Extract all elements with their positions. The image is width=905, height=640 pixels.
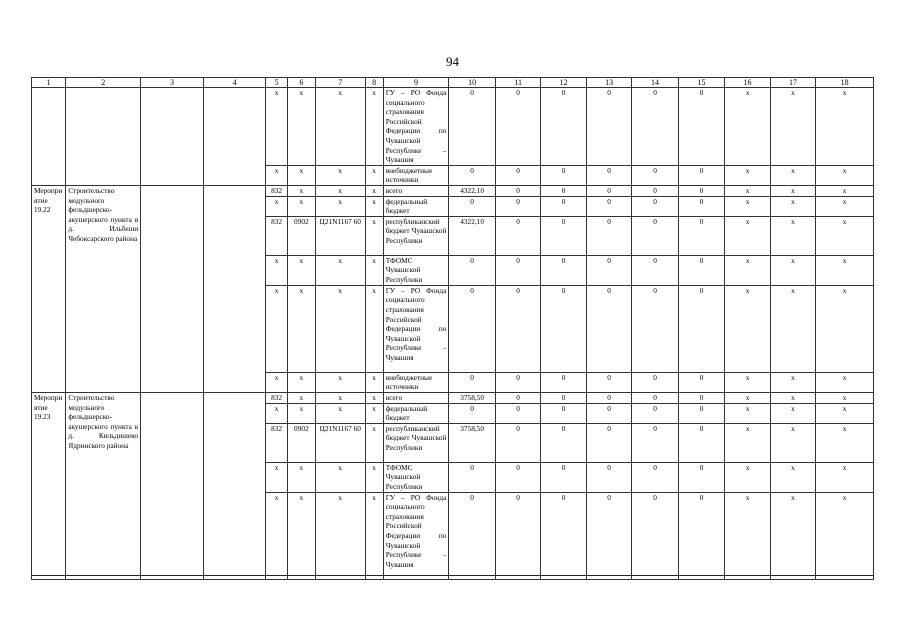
- column-header-6: 6: [287, 78, 315, 88]
- cell-col11: 0: [495, 403, 540, 423]
- cell-col17: x: [770, 392, 815, 403]
- cell-col12: 0: [541, 372, 586, 392]
- cell-col8: x: [365, 392, 383, 403]
- cell-col14: 0: [632, 216, 678, 255]
- cell-c6: x: [287, 88, 315, 166]
- cell-col12: 0: [541, 185, 586, 196]
- cell-col14: 0: [632, 165, 678, 185]
- cell-col18: x: [816, 462, 874, 492]
- cell-col6: x: [287, 285, 315, 372]
- cell-source: внебюджетные источники: [383, 372, 449, 392]
- cell-col12: 0: [541, 255, 586, 285]
- cell-col6: x: [287, 492, 315, 579]
- cell-col8: x: [365, 462, 383, 492]
- cell-col16: x: [725, 285, 770, 372]
- cell-col18: x: [816, 392, 874, 403]
- cell-col11: 0: [495, 196, 540, 216]
- cell-col16: x: [725, 185, 770, 196]
- cell-col6: x: [287, 462, 315, 492]
- column-header-15: 15: [678, 78, 724, 88]
- cell-col11: 0: [495, 255, 540, 285]
- cell-col8: x: [365, 196, 383, 216]
- column-header-16: 16: [725, 78, 770, 88]
- cell-col12: 0: [541, 196, 586, 216]
- cell-source: ГУ – РО Фонда социального страхования Российской Федерации по Чувашской Республике – Чувашия: [383, 492, 449, 579]
- column-header-2: 2: [66, 78, 141, 88]
- cell-col6: x: [287, 372, 315, 392]
- cell-col13: 0: [586, 255, 631, 285]
- column-header-4: 4: [203, 78, 266, 88]
- cell-col6: x: [287, 185, 315, 196]
- cell-col18: x: [816, 372, 874, 392]
- cell-c6: x: [287, 165, 315, 185]
- cell-col12: 0: [541, 423, 586, 462]
- cell-col11: 0: [495, 462, 540, 492]
- cell-col10: 3758,50: [449, 392, 495, 403]
- cell-col17: x: [770, 88, 815, 166]
- cell-col14: 0: [632, 492, 678, 579]
- cell-col14: 0: [632, 392, 678, 403]
- cell-col13: 0: [586, 403, 631, 423]
- cell-col8: x: [365, 403, 383, 423]
- cell-col5: 832: [266, 423, 287, 462]
- cell-col11: 0: [495, 165, 540, 185]
- cell-col7: x: [315, 392, 365, 403]
- cell-c7: x: [315, 165, 365, 185]
- cell-col18: x: [816, 403, 874, 423]
- activity-name: Строительство модульного фельдшерско-акушерского пункта в д. Кильдишево Ядринского района: [66, 392, 141, 579]
- cell-col15: 0: [678, 196, 724, 216]
- cell-col10: 0: [449, 255, 495, 285]
- cell-col5: 832: [266, 185, 287, 196]
- cell-c8: x: [365, 88, 383, 166]
- cell-col10: 0: [449, 372, 495, 392]
- column-header-14: 14: [632, 78, 678, 88]
- activity-number: Мероприятие 19.22: [32, 185, 66, 392]
- cell-col14: 0: [632, 462, 678, 492]
- cell-col7: Ц21N1167 60: [315, 216, 365, 255]
- column-header-12: 12: [541, 78, 586, 88]
- cell-col5: 832: [266, 392, 287, 403]
- cell-col10: 0: [449, 492, 495, 579]
- cell-col4-continued: [203, 88, 266, 186]
- cell-col10: 4322,10: [449, 216, 495, 255]
- cell-col14: 0: [632, 88, 678, 166]
- cell-col13: 0: [586, 285, 631, 372]
- cell-col5: x: [266, 462, 287, 492]
- cell-col13: 0: [586, 185, 631, 196]
- cell-col17: x: [770, 165, 815, 185]
- column-header-10: 10: [449, 78, 495, 88]
- cell-col7: x: [315, 185, 365, 196]
- cell-col5: x: [266, 285, 287, 372]
- cell-col16: x: [725, 255, 770, 285]
- cell-col15: 0: [678, 255, 724, 285]
- cell-col13: 0: [586, 423, 631, 462]
- cell-source: внебюджетные источники: [383, 165, 449, 185]
- cell-col4: [203, 392, 266, 579]
- cell-col15: 0: [678, 216, 724, 255]
- cell-col15: 0: [678, 285, 724, 372]
- column-header-17: 17: [770, 78, 815, 88]
- column-header-13: 13: [586, 78, 631, 88]
- cell-col12: 0: [541, 392, 586, 403]
- table-row: [32, 185, 874, 196]
- cell-col13: 0: [586, 392, 631, 403]
- cell-col17: x: [770, 255, 815, 285]
- column-header-1: 1: [32, 78, 66, 88]
- cell-source: федеральный бюджет: [383, 403, 449, 423]
- cell-col14: 0: [632, 403, 678, 423]
- cell-col10: 0: [449, 285, 495, 372]
- table-row: [32, 392, 874, 403]
- cell-col13: 0: [586, 88, 631, 166]
- header-row: [32, 78, 874, 88]
- cell-col7: x: [315, 196, 365, 216]
- cell-col12: 0: [541, 403, 586, 423]
- cell-col3: [141, 392, 204, 579]
- cell-col6: x: [287, 255, 315, 285]
- cell-col8: x: [365, 372, 383, 392]
- column-header-18: 18: [816, 78, 874, 88]
- cell-col18: x: [816, 255, 874, 285]
- cell-col5: 832: [266, 216, 287, 255]
- cell-col6: 0902: [287, 216, 315, 255]
- cell-col8: x: [365, 492, 383, 579]
- cell-col3: [141, 185, 204, 392]
- cell-col5: x: [266, 492, 287, 579]
- table-bottom-rule: [31, 575, 874, 576]
- cell-col14: 0: [632, 185, 678, 196]
- cell-col5: x: [266, 372, 287, 392]
- cell-col8: x: [365, 255, 383, 285]
- cell-col10: 0: [449, 403, 495, 423]
- cell-col16: x: [725, 372, 770, 392]
- cell-source: всего: [383, 392, 449, 403]
- cell-col13: 0: [586, 165, 631, 185]
- cell-col2-continued: [66, 88, 141, 186]
- cell-col15: 0: [678, 372, 724, 392]
- cell-col6: x: [287, 392, 315, 403]
- cell-col15: 0: [678, 403, 724, 423]
- cell-col3-continued: [141, 88, 204, 186]
- column-header-8: 8: [365, 78, 383, 88]
- cell-col7: x: [315, 492, 365, 579]
- cell-col17: x: [770, 462, 815, 492]
- cell-col18: x: [816, 185, 874, 196]
- cell-source: ГУ – РО Фонда социального страхования Российской Федерации по Чувашской Республике – Чувашия: [383, 88, 449, 166]
- cell-col16: x: [725, 462, 770, 492]
- cell-col8: x: [365, 285, 383, 372]
- cell-source: ГУ – РО Фонда социального страхования Российской Федерации по Чувашской Республике – Чувашия: [383, 285, 449, 372]
- cell-col7: x: [315, 372, 365, 392]
- column-header-3: 3: [141, 78, 204, 88]
- cell-col8: x: [365, 185, 383, 196]
- cell-col17: x: [770, 423, 815, 462]
- activity-name: Строительство модульного фельдшерско-акушерского пункта в д. Ильбеши Чебоксарского района: [66, 185, 141, 392]
- cell-col18: x: [816, 216, 874, 255]
- cell-col15: 0: [678, 392, 724, 403]
- cell-col11: 0: [495, 372, 540, 392]
- cell-col6: x: [287, 196, 315, 216]
- cell-col12: 0: [541, 285, 586, 372]
- cell-col17: x: [770, 216, 815, 255]
- cell-col10: 0: [449, 88, 495, 166]
- cell-col16: x: [725, 165, 770, 185]
- cell-col18: x: [816, 423, 874, 462]
- cell-col10: 0: [449, 462, 495, 492]
- cell-col18: x: [816, 196, 874, 216]
- cell-col8: x: [365, 216, 383, 255]
- cell-col16: x: [725, 88, 770, 166]
- cell-col10: 4322,10: [449, 185, 495, 196]
- budget-table: [31, 77, 874, 580]
- cell-c5: x: [266, 88, 287, 166]
- cell-col12: 0: [541, 165, 586, 185]
- cell-c8: x: [365, 165, 383, 185]
- cell-col17: x: [770, 492, 815, 579]
- cell-col15: 0: [678, 165, 724, 185]
- cell-col16: x: [725, 423, 770, 462]
- cell-col16: x: [725, 196, 770, 216]
- cell-col11: 0: [495, 285, 540, 372]
- cell-col10: 0: [449, 165, 495, 185]
- cell-source: республиканский бюджет Чувашской Республики: [383, 216, 449, 255]
- cell-col11: 0: [495, 392, 540, 403]
- cell-source: республиканский бюджет Чувашской Республики: [383, 423, 449, 462]
- cell-col17: x: [770, 185, 815, 196]
- cell-source: всего: [383, 185, 449, 196]
- cell-col15: 0: [678, 88, 724, 166]
- cell-col7: Ц21N1167 60: [315, 423, 365, 462]
- cell-source: федеральный бюджет: [383, 196, 449, 216]
- cell-col18: x: [816, 88, 874, 166]
- cell-col14: 0: [632, 372, 678, 392]
- cell-col16: x: [725, 403, 770, 423]
- cell-source: ТФОМС Чувашской Республики: [383, 255, 449, 285]
- activity-number: Мероприятие 19.23: [32, 392, 66, 579]
- cell-col6: x: [287, 403, 315, 423]
- cell-col18: x: [816, 285, 874, 372]
- cell-col15: 0: [678, 492, 724, 579]
- cell-col12: 0: [541, 492, 586, 579]
- cell-col11: 0: [495, 88, 540, 166]
- cell-col17: x: [770, 403, 815, 423]
- cell-source: ТФОМС Чувашской Республики: [383, 462, 449, 492]
- cell-col17: x: [770, 372, 815, 392]
- cell-col15: 0: [678, 185, 724, 196]
- cell-col11: 0: [495, 492, 540, 579]
- cell-col7: x: [315, 255, 365, 285]
- column-header-11: 11: [495, 78, 540, 88]
- column-header-7: 7: [315, 78, 365, 88]
- cell-c5: x: [266, 165, 287, 185]
- cell-col4: [203, 185, 266, 392]
- page-number: 94: [446, 54, 459, 69]
- cell-col18: x: [816, 492, 874, 579]
- table-row: [32, 88, 874, 166]
- cell-col5: x: [266, 196, 287, 216]
- cell-col11: 0: [495, 216, 540, 255]
- cell-col11: 0: [495, 423, 540, 462]
- cell-col13: 0: [586, 492, 631, 579]
- cell-col10: 0: [449, 196, 495, 216]
- cell-col18: x: [816, 165, 874, 185]
- cell-col17: x: [770, 285, 815, 372]
- cell-col11: 0: [495, 185, 540, 196]
- column-header-9: 9: [383, 78, 449, 88]
- cell-c7: x: [315, 88, 365, 166]
- cell-col10: 3758,50: [449, 423, 495, 462]
- column-header-5: 5: [266, 78, 287, 88]
- cell-col16: x: [725, 216, 770, 255]
- cell-col16: x: [725, 492, 770, 579]
- cell-col5: x: [266, 403, 287, 423]
- cell-col17: x: [770, 196, 815, 216]
- cell-col16: x: [725, 392, 770, 403]
- cell-col15: 0: [678, 462, 724, 492]
- cell-col13: 0: [586, 462, 631, 492]
- cell-col14: 0: [632, 196, 678, 216]
- cell-col5: x: [266, 255, 287, 285]
- cell-col12: 0: [541, 462, 586, 492]
- cell-col7: x: [315, 285, 365, 372]
- cell-col14: 0: [632, 255, 678, 285]
- cell-col7: x: [315, 462, 365, 492]
- cell-col14: 0: [632, 423, 678, 462]
- cell-col14: 0: [632, 285, 678, 372]
- cell-col13: 0: [586, 196, 631, 216]
- cell-col1-continued: [32, 88, 66, 186]
- cell-col12: 0: [541, 216, 586, 255]
- cell-col12: 0: [541, 88, 586, 166]
- cell-col15: 0: [678, 423, 724, 462]
- cell-col8: x: [365, 423, 383, 462]
- cell-col13: 0: [586, 216, 631, 255]
- cell-col13: 0: [586, 372, 631, 392]
- cell-col7: x: [315, 403, 365, 423]
- cell-col6: 0902: [287, 423, 315, 462]
